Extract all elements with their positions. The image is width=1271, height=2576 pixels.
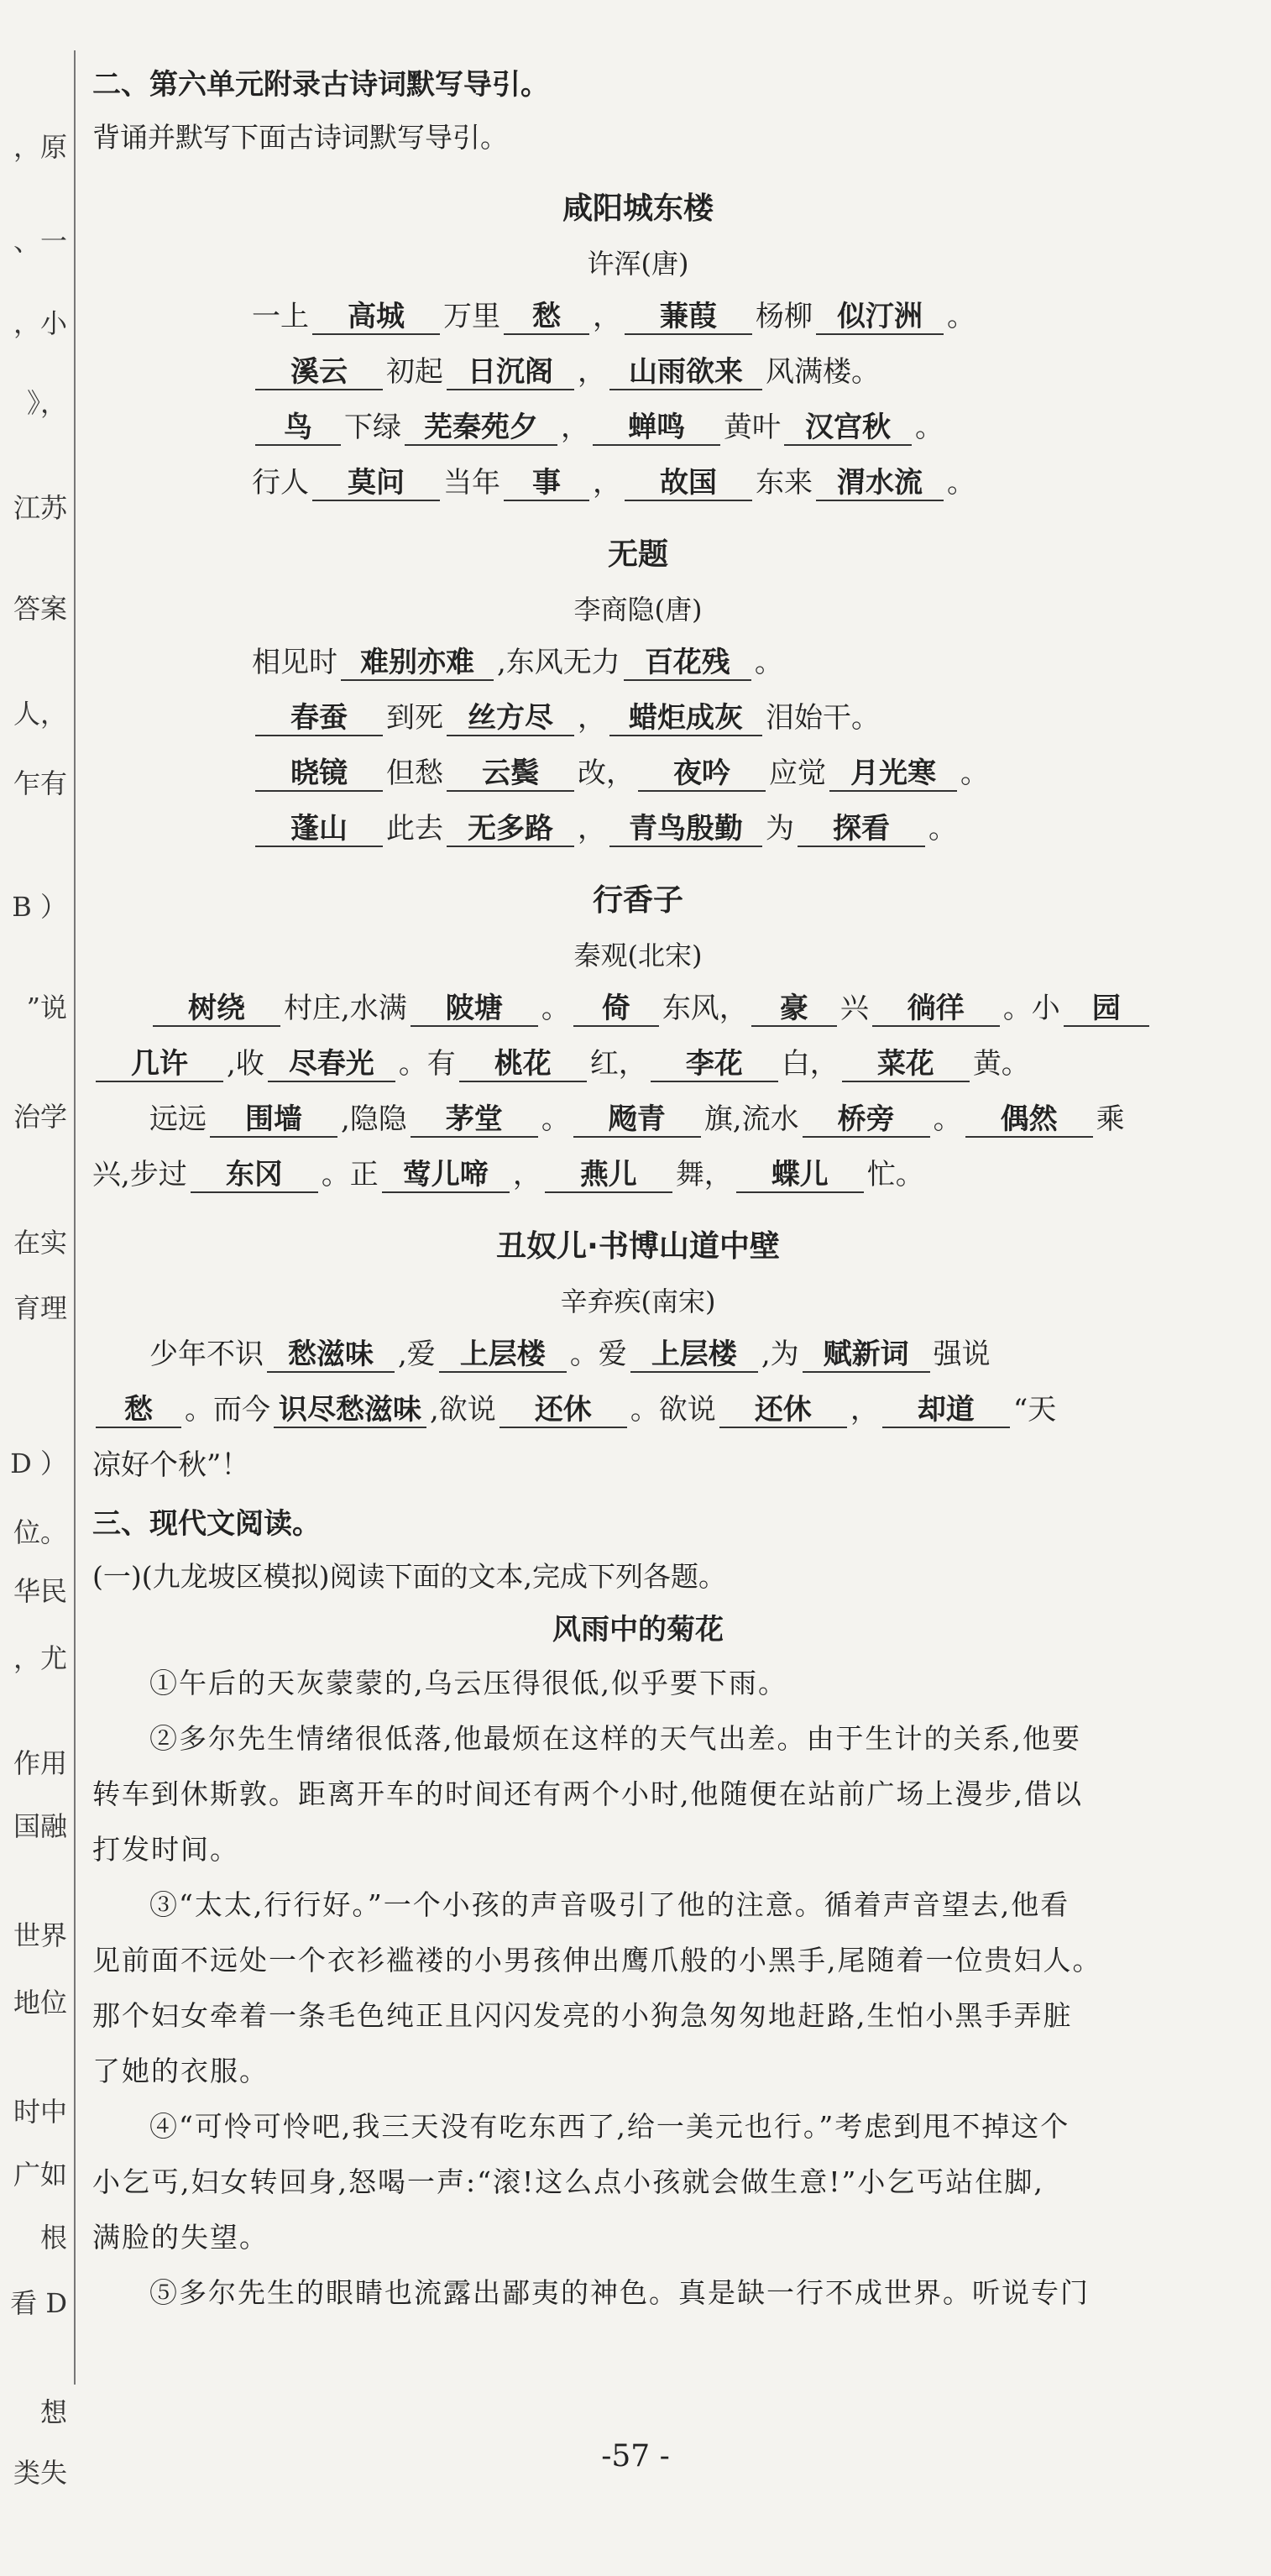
poem-text: 。有 xyxy=(398,1047,456,1081)
poem-text: ,收 xyxy=(227,1047,264,1081)
poem-text: 白， xyxy=(781,1047,839,1081)
poem-text: 应觉 xyxy=(769,757,826,790)
poem-text: 远远 xyxy=(149,1102,207,1136)
adjacent-page-fragment: 类失 xyxy=(13,2457,67,2489)
adjacent-page-fragment: 人， xyxy=(13,698,67,730)
answer-blank: 围墙 xyxy=(210,1102,337,1138)
poem-text: 。爱 xyxy=(569,1338,627,1371)
poem-text: 旗,流水 xyxy=(703,1102,799,1136)
answer-blank: 还休 xyxy=(719,1393,847,1428)
page-content xyxy=(92,59,1184,2321)
poem-text: 相见时 xyxy=(252,646,337,679)
poem-block xyxy=(92,872,1184,1202)
poem-line xyxy=(92,801,1184,856)
left-page-edge xyxy=(0,0,71,2576)
poem-author: 许浑(唐) xyxy=(587,248,689,280)
poem-title: 咸阳城东楼 xyxy=(562,191,714,226)
poem-text: ， xyxy=(578,812,606,846)
poem-text: ， xyxy=(512,1158,541,1191)
poem-text: 乘 xyxy=(1096,1102,1125,1136)
poem-text: ,爱 xyxy=(398,1338,436,1371)
poem-text: 杨柳 xyxy=(756,300,813,333)
poem-text: 风满楼。 xyxy=(766,355,880,389)
poem-line xyxy=(92,400,1184,455)
poem-text: ， xyxy=(593,466,621,500)
poem-text: 。 xyxy=(754,646,783,679)
poem-author: 辛弃疾(南宋) xyxy=(560,1285,716,1317)
adjacent-page-fragment: 作用 xyxy=(13,1747,67,1779)
adjacent-page-fragment: ”说 xyxy=(26,992,67,1024)
column-divider xyxy=(74,50,76,2385)
answer-blank: 日沉阁 xyxy=(447,355,574,390)
adjacent-page-fragment: 》， xyxy=(26,387,67,419)
adjacent-page-fragment: 想 xyxy=(39,2396,67,2428)
poem-text: 村庄,水满 xyxy=(284,992,407,1025)
reading-paragraph-line: ③“太太,行行好。”一个小孩的声音吸引了他的注意。循着声音望去,他看 xyxy=(149,1888,1070,1921)
adjacent-page-fragment: ，原 xyxy=(13,131,67,163)
poem-text: 下绿 xyxy=(344,411,401,444)
answer-blank: 春蚕 xyxy=(255,701,383,736)
poem-text: ， xyxy=(850,1393,879,1427)
poem-text: ， xyxy=(578,701,606,735)
poem-line xyxy=(92,746,1184,801)
answer-blank: 渭水流 xyxy=(816,466,944,501)
poem-line xyxy=(92,1327,1184,1382)
adjacent-page-fragment: 江苏 xyxy=(13,492,67,524)
answer-blank: 芜秦苑夕 xyxy=(405,411,557,446)
answer-blank: 菜花 xyxy=(842,1047,970,1082)
reading-body xyxy=(92,1656,1184,2321)
reading-paragraph-line: 了她的衣服。 xyxy=(92,2055,269,2087)
poem-line xyxy=(92,455,1184,510)
poem-author: 李商隐(唐) xyxy=(573,594,703,626)
answer-blank: 几许 xyxy=(96,1047,223,1082)
poem-text: 。 xyxy=(947,466,975,500)
answer-blank: 倚 xyxy=(573,992,659,1027)
answer-blank: 蒹葭 xyxy=(625,300,752,335)
answer-blank: 陂塘 xyxy=(411,992,538,1027)
poem-block xyxy=(92,180,1184,510)
answer-blank: 愁 xyxy=(96,1393,181,1428)
answer-blank: 愁 xyxy=(504,300,589,335)
reading-paragraph-line: ①午后的天灰蒙蒙的,乌云压得很低,似乎要下雨。 xyxy=(149,1667,787,1699)
adjacent-page-fragment: 华民 xyxy=(13,1575,67,1607)
poem-text: 初起 xyxy=(386,355,443,389)
answer-blank: 汉宫秋 xyxy=(784,411,912,446)
poem-line xyxy=(92,981,1184,1036)
answer-blank: 尽春光 xyxy=(268,1047,395,1082)
answer-blank: 难别亦难 xyxy=(341,646,494,681)
reading-paragraph-line: ⑤多尔先生的眼睛也流露出鄙夷的神色。真是缺一行不成世界。听说专门 xyxy=(149,2276,1090,2309)
answer-blank: 东冈 xyxy=(191,1158,318,1193)
answer-blank: 愁滋味 xyxy=(267,1338,395,1373)
adjacent-page-fragment: 位。 xyxy=(13,1516,67,1548)
adjacent-page-fragment: D ） xyxy=(10,1448,67,1479)
poem-text: 。小 xyxy=(1002,992,1060,1025)
poem-text: 此去 xyxy=(386,812,443,846)
answer-blank: 识尽愁滋味 xyxy=(274,1393,426,1428)
answer-blank: 茅堂 xyxy=(411,1102,538,1138)
reading-paragraph-line: 打发时间。 xyxy=(92,1833,239,1866)
poem-text: 当年 xyxy=(443,466,500,500)
reading-title: 风雨中的菊花 xyxy=(552,1613,724,1647)
poem-line xyxy=(92,690,1184,746)
reading-paragraph-line: 小乞丐,妇女转回身,怒喝一声:“滚!这么点小孩就会做生意!”小乞丐站住脚, xyxy=(92,2165,1044,2198)
answer-blank: 蓬山 xyxy=(255,812,383,847)
answer-blank: 豪 xyxy=(751,992,837,1027)
poem-text: 但愁 xyxy=(386,757,443,790)
section-heading: 二、第六单元附录古诗词默写导引。 xyxy=(92,68,549,102)
reading-paragraph-line: ④“可怜可怜吧,我三天没有吃东西了,给一美元也行。”考虑到甩不掉这个 xyxy=(149,2110,1070,2143)
poem-text: 少年不识 xyxy=(149,1338,264,1371)
adjacent-page-fragment: 世界 xyxy=(13,1919,67,1951)
answer-blank: 徜徉 xyxy=(872,992,1000,1027)
answer-blank: 月光寒 xyxy=(829,757,957,792)
poem-text: 黄叶 xyxy=(724,411,781,444)
poem-text: 。正 xyxy=(321,1158,379,1191)
answer-blank: 山雨欲来 xyxy=(609,355,762,390)
poem-text: 。 xyxy=(541,1102,570,1136)
adjacent-page-fragment: 治学 xyxy=(13,1101,67,1133)
answer-blank: 莺儿啼 xyxy=(382,1158,510,1193)
poem-text: 东风， xyxy=(662,992,748,1025)
adjacent-page-fragment: 地位 xyxy=(13,1987,67,2018)
poem-text: 忙。 xyxy=(866,1158,924,1191)
poem-text: 。 xyxy=(928,812,957,846)
answer-blank: 无多路 xyxy=(447,812,574,847)
reading-paragraph-line: 满脸的失望。 xyxy=(92,2221,269,2254)
answer-blank: 李花 xyxy=(651,1047,778,1082)
answer-blank: 上层楼 xyxy=(630,1338,758,1373)
answer-blank: 树绕 xyxy=(153,992,280,1027)
answer-blank: 夜吟 xyxy=(638,757,766,792)
poem-text: 。 xyxy=(960,757,989,790)
answer-blank: 赋新词 xyxy=(803,1338,930,1373)
reading-paragraph-line: 见前面不远处一个衣衫褴褛的小男孩伸出鹰爪般的小黑手,尾随着一位贵妇人。 xyxy=(92,1944,1102,1977)
poem-text: 到死 xyxy=(386,701,443,735)
answer-blank: 蝉鸣 xyxy=(593,411,720,446)
poem-text: “天 xyxy=(1012,1393,1057,1427)
answer-blank: 云鬓 xyxy=(447,757,574,792)
section-heading: 三、现代文阅读。 xyxy=(92,1507,321,1541)
poem-text: 凉好个秋”！ xyxy=(92,1448,250,1482)
answer-blank: 溪云 xyxy=(255,355,383,390)
poem-text: 一上 xyxy=(252,300,309,333)
poem-text: 强说 xyxy=(933,1338,991,1371)
adjacent-page-fragment: 时中 xyxy=(13,2096,67,2128)
answer-blank: 上层楼 xyxy=(439,1338,567,1373)
poem-text: 兴,步过 xyxy=(92,1158,187,1191)
poem-text: 为 xyxy=(766,812,794,846)
answer-blank: 却道 xyxy=(882,1393,1010,1428)
answer-blank: 飏青 xyxy=(573,1102,701,1138)
answer-blank: 高城 xyxy=(312,300,440,335)
adjacent-page-fragment: 广如 xyxy=(13,2159,67,2191)
adjacent-page-fragment: 育理 xyxy=(13,1292,67,1324)
poem-text: ,隐隐 xyxy=(341,1102,407,1136)
poem-text: 改， xyxy=(578,757,635,790)
answer-blank: 丝方尽 xyxy=(447,701,574,736)
poem-text: 。而今 xyxy=(185,1393,270,1427)
poem-text: ， xyxy=(578,355,606,389)
poem-text: 舞， xyxy=(675,1158,733,1191)
reading-paragraph-line: 那个妇女牵着一条毛色纯正且闪闪发亮的小狗急匆匆地赶路,生怕小黑手弄脏 xyxy=(92,1999,1073,2032)
poem-text: 黄。 xyxy=(972,1047,1030,1081)
poem-text: ， xyxy=(561,411,589,444)
adjacent-page-fragment: 在实 xyxy=(13,1227,67,1259)
section-instruction: 背诵并默写下面古诗词默写导引。 xyxy=(92,121,508,154)
adjacent-page-fragment: 根 xyxy=(39,2222,67,2254)
poem-text: 。 xyxy=(933,1102,962,1136)
poem-text: ,东风无力 xyxy=(497,646,620,679)
poem-text: ， xyxy=(593,300,621,333)
answer-blank: 燕儿 xyxy=(545,1158,672,1193)
adjacent-page-fragment: 国融 xyxy=(13,1810,67,1842)
poem-text: 。欲说 xyxy=(630,1393,716,1427)
reading-paragraph-line: ②多尔先生情绪很低落,他最烦在这样的天气出差。由于生计的关系,他要 xyxy=(149,1722,1081,1755)
adjacent-page-fragment: ，尤 xyxy=(13,1642,67,1674)
poem-line xyxy=(92,1437,1184,1493)
poem-text: ,为 xyxy=(761,1338,799,1371)
answer-blank: 事 xyxy=(504,466,589,501)
poem-line xyxy=(92,1147,1184,1202)
adjacent-page-fragment: 答案 xyxy=(13,593,67,625)
page-number: -57 - xyxy=(601,2439,670,2474)
poem-text: 东来 xyxy=(756,466,813,500)
adjacent-page-fragment: 、一 xyxy=(13,225,67,257)
answer-blank: 百花残 xyxy=(624,646,751,681)
answer-blank: 鸟 xyxy=(255,411,341,446)
adjacent-page-fragment: 乍有 xyxy=(13,767,67,799)
poem-block xyxy=(92,1217,1184,1493)
adjacent-page-fragment: B ） xyxy=(12,891,67,923)
adjacent-page-fragment: 看 D xyxy=(10,2287,67,2319)
poem-text: 兴 xyxy=(839,992,869,1025)
answer-blank: 桃花 xyxy=(459,1047,587,1082)
answer-blank: 莫问 xyxy=(312,466,440,501)
adjacent-page-fragment: ，小 xyxy=(13,307,67,339)
poem-title: 丑奴儿·书博山道中壁 xyxy=(496,1229,780,1264)
poem-text: 泪始干。 xyxy=(766,701,880,735)
answer-blank: 蝶儿 xyxy=(736,1158,864,1193)
answer-blank: 晓镜 xyxy=(255,757,383,792)
poem-line xyxy=(92,289,1184,344)
answer-blank: 似汀洲 xyxy=(816,300,944,335)
poem-text: 红， xyxy=(589,1047,647,1081)
answer-blank: 蜡炬成灰 xyxy=(609,701,762,736)
poem-line xyxy=(92,1036,1184,1092)
poem-line xyxy=(92,344,1184,400)
reading-subheading: (一)(九龙坡区模拟)阅读下面的文本,完成下列各题。 xyxy=(92,1560,726,1593)
answer-blank: 园 xyxy=(1064,992,1149,1027)
poem-text: 行人 xyxy=(252,466,309,500)
poem-line xyxy=(92,1092,1184,1147)
poem-text: 。 xyxy=(947,300,975,333)
answer-blank: 桥旁 xyxy=(803,1102,930,1138)
poem-author: 秦观(北宋) xyxy=(573,940,703,971)
poem-line xyxy=(92,1382,1184,1437)
poem-block xyxy=(92,526,1184,856)
reading-paragraph-line: 转车到休斯敦。距离开车的时间还有两个小时,他随便在站前广场上漫步,借以 xyxy=(92,1778,1083,1810)
answer-blank: 故国 xyxy=(625,466,752,501)
poem-title: 无题 xyxy=(607,537,668,572)
poem-text: ,欲说 xyxy=(430,1393,496,1427)
answer-blank: 探看 xyxy=(798,812,925,847)
answer-blank: 青鸟殷勤 xyxy=(609,812,762,847)
answer-blank: 偶然 xyxy=(965,1102,1093,1138)
poem-line xyxy=(92,635,1184,690)
poem-text: 。 xyxy=(541,992,570,1025)
poem-text: 万里 xyxy=(443,300,500,333)
poem-text: 。 xyxy=(915,411,944,444)
poem-title: 行香子 xyxy=(592,883,683,918)
answer-blank: 还休 xyxy=(500,1393,627,1428)
